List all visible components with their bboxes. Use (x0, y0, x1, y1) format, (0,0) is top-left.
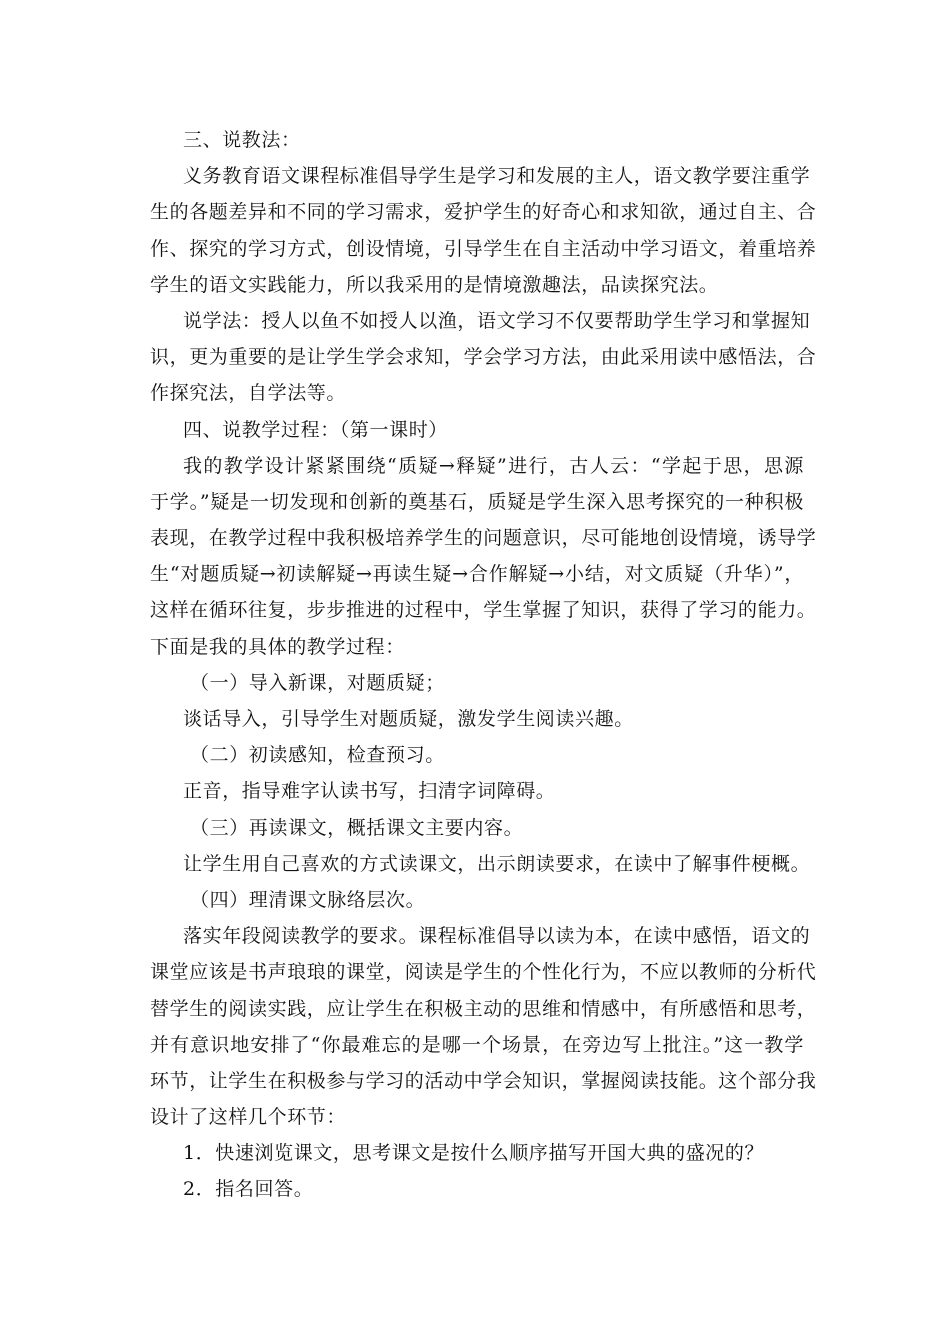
subheading-step-2: （二）初读感知，检查预习。 (190, 744, 445, 767)
list-item-2: 2．指名回答。 (183, 1178, 314, 1201)
paragraph-line: 作探究法，自学法等。 (150, 382, 347, 405)
paragraph-line: 说学法：授人以鱼不如授人以渔，语文学习不仅要帮助学生学习和掌握知 (183, 309, 811, 332)
paragraph-line: 表现，在教学过程中我积极培养学生的问题意识，尽可能地创设情境，诱导学 (150, 527, 817, 550)
paragraph-line: 于学。”疑是一切发现和创新的奠基石，质疑是学生深入思考探究的一种积极 (150, 490, 804, 513)
paragraph-line: 识，更为重要的是让学生学会求知，学会学习方法，由此采用读中感悟法，合 (150, 346, 817, 369)
paragraph-line: 课堂应该是书声琅琅的课堂，阅读是学生的个性化行为，不应以教师的分析代 (150, 961, 817, 984)
paragraph-line: 谈话导入，引导学生对题质疑，激发学生阅读兴趣。 (183, 708, 634, 730)
paragraph-line: 学生的语文实践能力，所以我采用的是情境激趣法，品读探究法。 (150, 273, 719, 296)
paragraph-line: 义务教育语文课程标准倡导学生是学习和发展的主人，语文教学要注重学 (183, 165, 811, 188)
document-body (150, 122, 817, 1208)
paragraph-line: 环节，让学生在积极参与学习的活动中学会知识，掌握阅读技能。这个部分我 (150, 1069, 817, 1092)
paragraph-line: 设计了这样几个环节： (150, 1106, 347, 1129)
paragraph-line: 生的各题差异和不同的学习需求，爱护学生的好奇心和求知欲，通过自主、合 (150, 201, 817, 224)
subheading-step-3: （三）再读课文，概括课文主要内容。 (190, 816, 524, 839)
section-heading-teaching-process: 四、说教学过程：（第一课时） (183, 418, 448, 441)
paragraph-line: 生“对题质疑→初读解疑→再读生疑→合作解疑→小结，对文质疑（升华）”， (150, 563, 804, 586)
paragraph-line: 我的教学设计紧紧围绕“质疑→释疑”进行，古人云：“学起于思，思源 (183, 454, 804, 477)
paragraph-line: 正音，指导难字认读书写，扫清字词障碍。 (183, 780, 556, 803)
list-item-1: 1．快速浏览课文，思考课文是按什么顺序描写开国大典的盛况的？ (183, 1142, 765, 1165)
paragraph-line: 落实年段阅读教学的要求。课程标准倡导以读为本，在读中感悟，语文的 (183, 925, 811, 948)
paragraph-line: 这样在循环往复，步步推进的过程中，学生掌握了知识，获得了学习的能力。 (150, 599, 817, 622)
subheading-step-1: （一）导入新课，对题质疑； (190, 671, 445, 694)
paragraph-line: 并有意识地安排了“你最难忘的是哪一个场景，在旁边写上批注。”这一教学 (150, 1033, 804, 1056)
paragraph-line: 替学生的阅读实践，应让学生在积极主动的思维和情感中，有所感悟和思考， (150, 997, 817, 1020)
subheading-step-4: （四）理清课文脉络层次。 (190, 888, 426, 911)
paragraph-line: 让学生用自己喜欢的方式读课文，出示朗读要求，在读中了解事件梗概。 (183, 852, 811, 875)
paragraph-line: 作、探究的学习方式，创设情境，引导学生在自主活动中学习语文，着重培养 (150, 237, 817, 260)
section-heading-teaching-method: 三、说教法： (183, 129, 301, 151)
paragraph-line: 下面是我的具体的教学过程： (150, 635, 405, 658)
